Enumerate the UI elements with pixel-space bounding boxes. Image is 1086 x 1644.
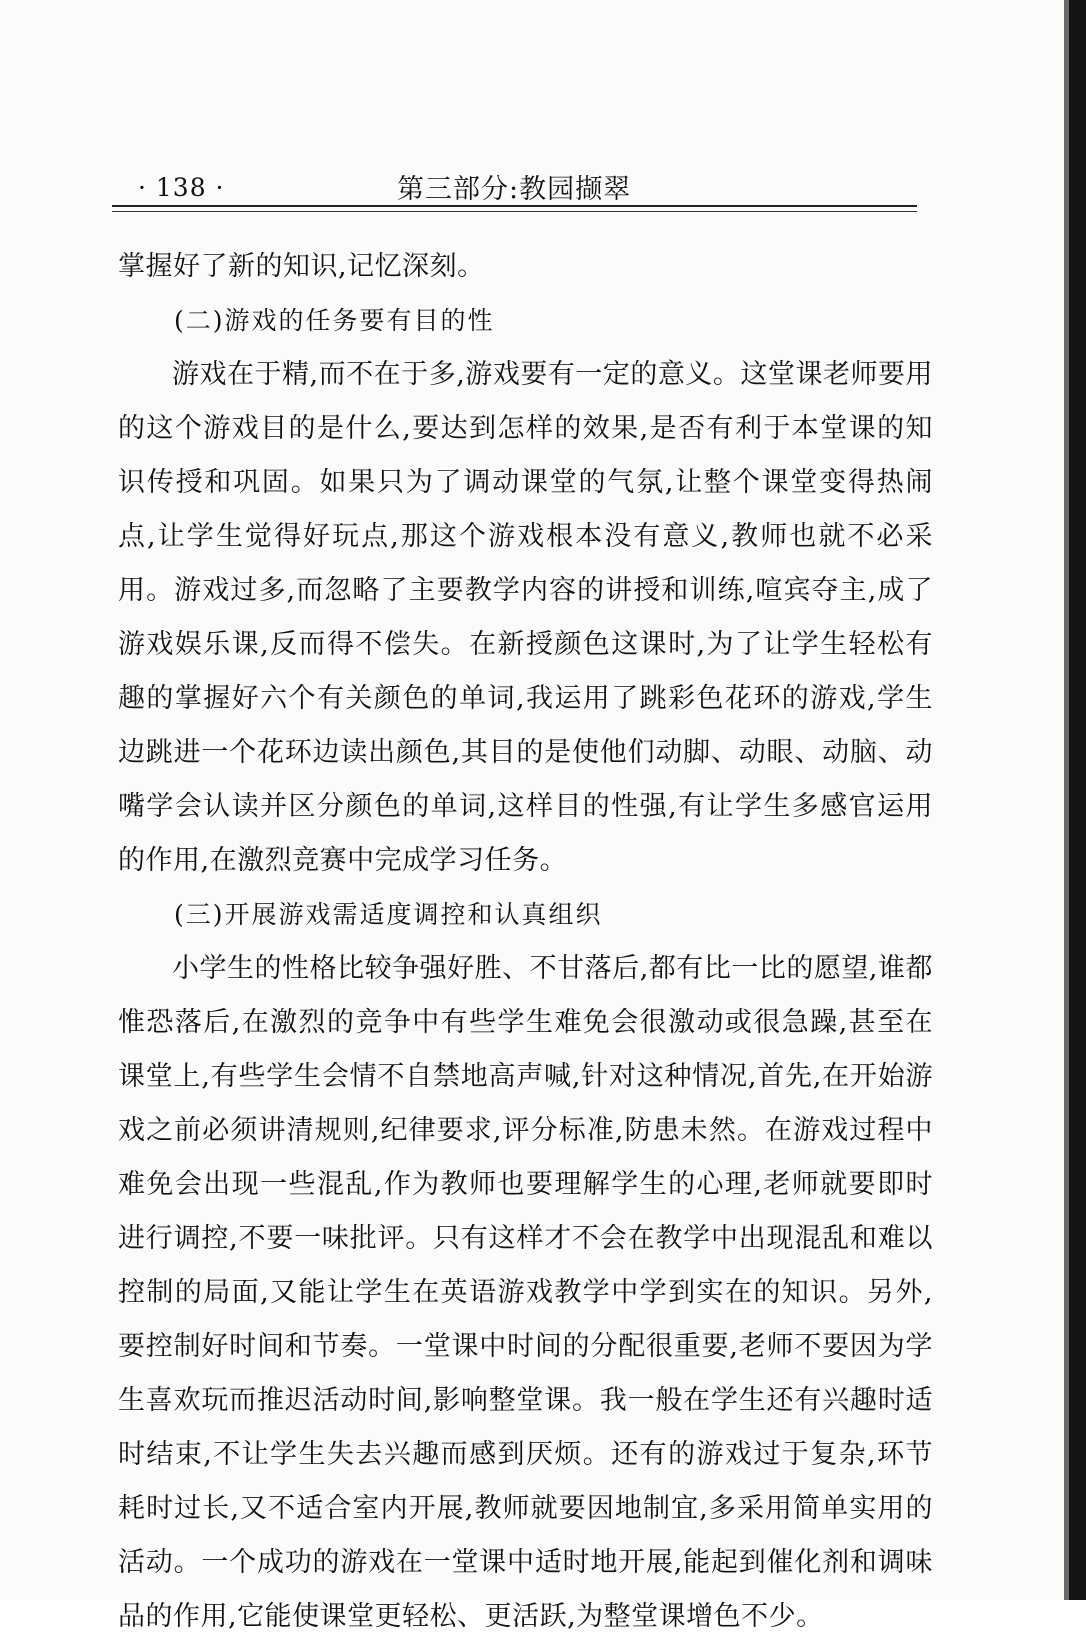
paragraph-purpose: 游戏在于精,而不在于多,游戏要有一定的意义。这堂课老师要用的这个游戏目的是什么,要达到怎样的效果,是否有利于本堂课的知识传授和巩固。如果只为了调动课堂的气氛,让整个课堂变得热闹点,让学生觉得好玩点,那这个游戏根本没有意义,教师也就不必采用。游戏过多,而忽略了主要教学内容的讲授和训练,喧宾夺主,成了游戏娱乐课,反而得不偿失。在新授颜色这课时,为了让学生轻松有趣的掌握好六个有关颜色的单词,我运用了跳彩色花环的游戏,学生边跳进一个花环边读出颜色,其目的是使他们动脚、动眼、动脑、动嘴学会认读并区分颜色的单词,这样目的性强,有让学生多感官运用的作用,在激烈竞赛中完成学习任务。 bbox=[118, 359, 933, 876]
body-text bbox=[118, 240, 933, 1644]
subheading-two: (二)游戏的任务要有目的性 bbox=[174, 306, 495, 335]
subheading-three: (三)开展游戏需适度调控和认真组织 bbox=[174, 900, 603, 929]
header-rule-thick bbox=[112, 205, 917, 207]
running-header bbox=[112, 165, 917, 205]
paragraph-control: 小学生的性格比较争强好胜、不甘落后,都有比一比的愿望,谁都惟恐落后,在激烈的竞争中有些学生难免会很激动或很急躁,甚至在课堂上,有些学生会情不自禁地高声喊,针对这种情况,首先,在开始游戏之前必须讲清规则,纪律要求,评分标准,防患未然。在游戏过程中难免会出现一些混乱,作为教师也要理解学生的心理,老师就要即时进行调控,不要一味批评。只有这样才不会在教学中出现混乱和难以控制的局面,又能让学生在英语游戏教学中学到实在的知识。另外,要控制好时间和节奏。一堂课中时间的分配很重要,老师不要因为学生喜欢玩而推迟活动时间,影响整堂课。我一般在学生还有兴趣时适时结束,不让学生失去兴趣而感到厌烦。还有的游戏过于复杂,环节耗时过长,又不适合室内开展,教师就要因地制宜,多采用简单实用的活动。一个成功的游戏在一堂课中适时地开展,能起到催化剂和调味品的作用,它能使课堂更轻松、更活跃,为整堂课增色不少。 bbox=[118, 953, 933, 1632]
intro-paragraph: 掌握好了新的知识,记忆深刻。 bbox=[118, 251, 485, 282]
scan-edge bbox=[1064, 0, 1086, 1600]
section-title: 第三部分:教园撷翠 bbox=[397, 174, 632, 205]
header-rule-thin bbox=[112, 211, 917, 212]
page-number: · 138 · bbox=[138, 173, 225, 202]
